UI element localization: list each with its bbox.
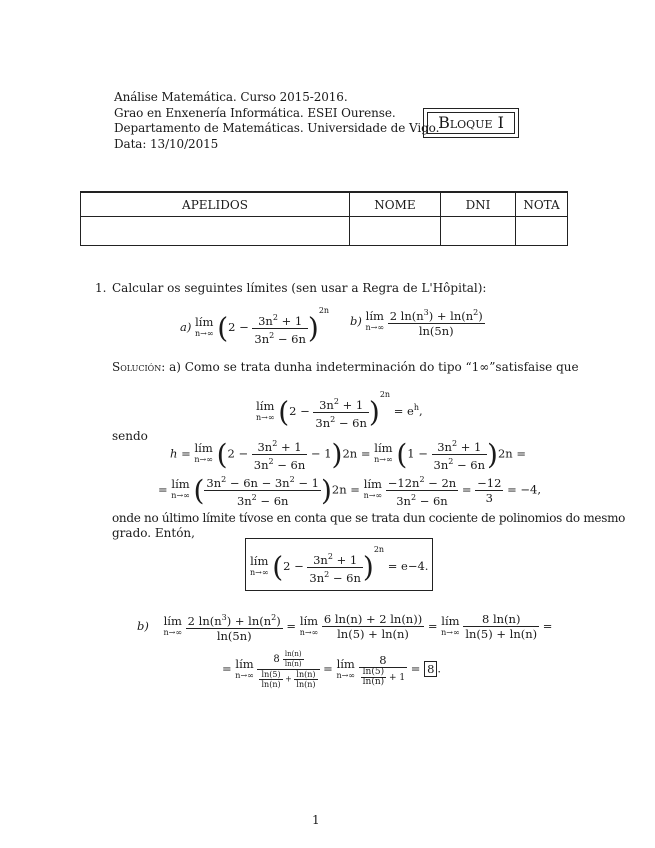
cell-nome[interactable]	[350, 217, 441, 246]
sendo-text: sendo	[112, 429, 148, 443]
col-nota: NOTA	[516, 192, 568, 217]
part-b-label: b)	[350, 313, 362, 328]
problem-statement: Calcular os seguintes límites (sen usar a Regra de L'Hôpital):	[112, 281, 487, 295]
eq-b-line2: = lím n→∞ 8 $\frac{\ln(n)}{\ln(n)}$ $\frac{\ln(5)}{\ln(n)}$ + $\frac{\ln(n)}{\ln(n)}$ = lím n→∞ 8 $\frac{\ln(5)}{\ln(n)}$ + 1 = 8 .	[222, 650, 442, 689]
student-table	[80, 191, 568, 246]
solution-b-label: b)	[137, 618, 149, 633]
department-line: Departamento de Matemáticas. Universidade de Vigo.	[114, 121, 440, 135]
bloque-label: Bloque I	[427, 112, 515, 134]
eq-limit-eh: lím n→∞ (2 − $\frac{3n^2 + 1}{3n^2 - 6n}$ )$^{2n} = e^h$,	[256, 390, 423, 430]
page-number: 1	[312, 813, 320, 827]
note-line1: onde no último límite tívose en conta que se trata dun cociente de polinomios do mesmo	[112, 511, 626, 525]
cell-apelidos[interactable]	[81, 217, 350, 246]
solution-intro-text: a) Como se trata dunha indeterminación do tipo “1∞”satisfaise que	[169, 360, 579, 374]
eq-b-line1: b) lím n→∞ $\frac{2 \ln(n^3) + \ln(n^2)}{\ln(5n)}$ = lím n→∞ $\frac{6 \ln(n) + 2 \ln(n))}{\ln(5) + \ln(n)}$ = lím n→∞ $\frac{8 \ln(n)}{\ln(5) + \ln(n)}$ =	[137, 612, 553, 643]
part-a-expression: a) lím n→∞ (2 − $\frac{3n^2 + 1}{3n^2 - 6n}$ )$^{2n}$	[180, 306, 330, 346]
eq-h-line2: = lím n→∞ ( $\frac{3n^2 - 6n - 3n^2 - 1}{3n^2 - 6n}$ )2n = lím n→∞ $\frac{-12n^2 - 2n}{3n^2 - 6n}$ = $\frac{-12}{3}$ = −4,	[158, 473, 541, 508]
part-b-expression: b) lím n→∞ $\frac{2 \ln(n^3) + \ln(n^2)}{\ln(5n)}$	[350, 308, 483, 338]
problem-number: 1.	[95, 281, 107, 295]
solution-intro	[112, 360, 579, 375]
degree-line: Grao en Enxenería Informática. ESEI Ourense.	[114, 105, 396, 120]
solution-label: Solución:	[112, 360, 166, 374]
cell-dni[interactable]	[441, 217, 516, 246]
course-line: Análise Matemática. Curso 2015-2016.	[114, 90, 348, 104]
col-dni: DNI	[441, 192, 516, 217]
col-nome: NOME	[350, 192, 441, 217]
result-a-value: e−4	[401, 559, 425, 573]
part-a-label: a)	[180, 320, 192, 334]
result-a-box: lím n→∞ (2 − $\frac{3n^2 + 1}{3n^2 - 6n}$ )$^{2n}$ = e−4.	[245, 538, 433, 591]
col-apelidos: APELIDOS	[81, 192, 350, 217]
bloque-box	[423, 108, 519, 138]
note-line2: grado. Entón,	[112, 526, 195, 540]
date-line: Data: 13/10/2015	[114, 136, 219, 151]
eq-h-line1: h = lím n→∞ (2 − $\frac{3n^2 + 1}{3n^2 - 6n}$ − 1)2n = lím n→∞ (1 − $\frac{3n^2 + 1}{3n^2 - 6n}$ )2n =	[170, 437, 526, 472]
result-b-box: 8	[424, 661, 437, 677]
cell-nota[interactable]	[516, 217, 568, 246]
